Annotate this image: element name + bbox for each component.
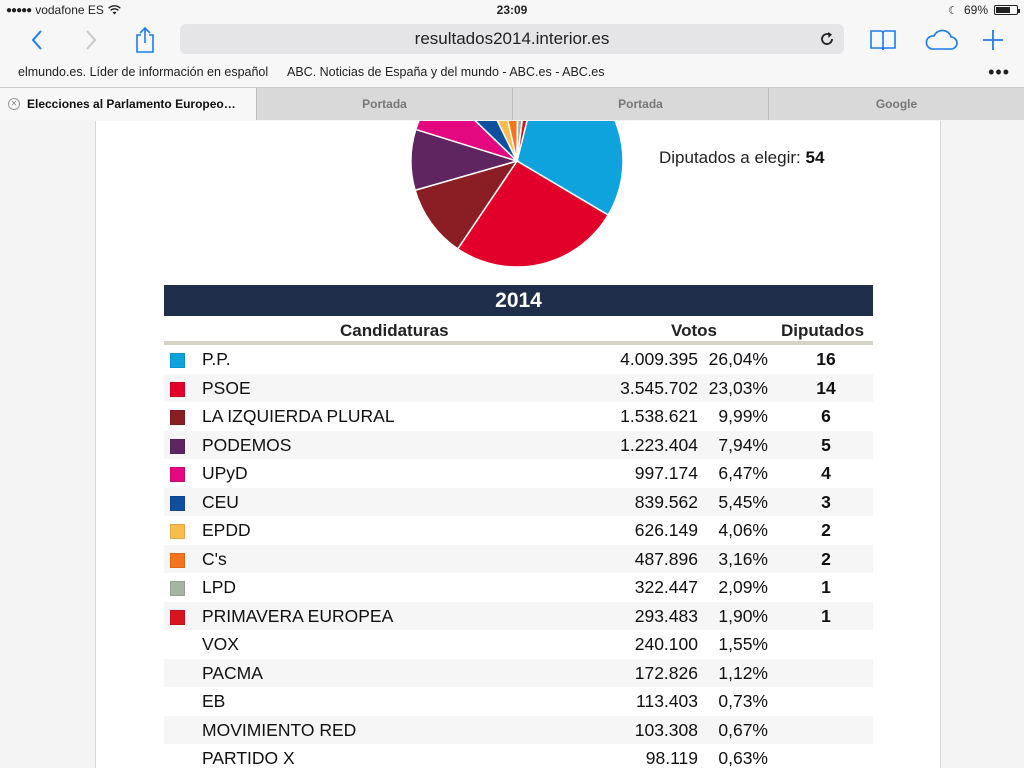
party-percent: 1,90% [718,605,768,626]
party-percent: 4,06% [718,520,768,540]
signal-icon: ●●●●● [6,4,32,16]
party-color-swatch [170,496,185,511]
party-name: PACMA [202,662,263,683]
party-name: PODEMOS [202,434,292,455]
party-percent: 6,47% [718,463,768,483]
party-seats: 4 [821,463,831,483]
close-icon[interactable]: ✕ [8,98,20,110]
party-percent: 26,04% [708,349,768,369]
party-name: PARTIDO X [202,748,295,768]
carrier-name: vodafone ES [35,3,104,17]
party-percent: 7,94% [718,434,768,455]
party-votes: 1.223.404 [620,434,698,455]
party-seats: 1 [821,605,831,626]
party-color-swatch [170,695,185,710]
status-bar [0,0,1024,20]
party-votes: 103.308 [634,719,698,740]
party-percent: 1,55% [718,634,768,654]
party-seats: 2 [821,520,831,540]
party-color-swatch [170,467,185,482]
address-bar[interactable] [180,24,844,54]
table-row [164,488,873,517]
party-color-swatch [170,382,185,397]
results-rows [164,345,873,768]
table-row [164,374,873,403]
party-color-swatch [170,581,185,596]
party-votes: 172.826 [634,662,698,683]
tab-label: Elecciones al Parlamento Europeo… [27,97,236,111]
party-name: MOVIMIENTO RED [202,719,357,740]
party-color-swatch [170,610,185,625]
table-row [164,459,873,488]
seats-to-elect [659,148,824,168]
battery-percent: 69% [963,3,988,17]
party-seats: 14 [816,377,836,398]
clock: 23:09 [496,3,528,17]
table-row [164,516,873,545]
tab-bar [0,87,1024,120]
table-row [164,659,873,688]
more-icon[interactable]: ••• [988,62,1010,82]
table-row [164,602,873,631]
bookmarks-bar [0,60,1024,86]
party-votes: 293.483 [634,605,698,626]
bookmark-elmundo[interactable]: elmundo.es. Líder de información en español [18,65,269,79]
url-text: resultados2014.interior.es [414,29,610,48]
party-percent: 2,09% [718,577,768,597]
party-votes: 98.119 [645,748,698,768]
cloud-icon [923,28,959,52]
party-seats: 16 [816,349,836,369]
forward-button[interactable] [76,24,106,56]
party-name: C's [202,548,227,569]
party-name: LPD [202,577,237,597]
table-row [164,716,873,745]
seats-pie-chart [407,121,627,271]
party-votes: 997.174 [634,463,698,483]
party-percent: 0,73% [718,691,768,711]
party-votes: 1.538.621 [620,406,698,426]
chevron-left-icon [30,29,44,51]
party-name: P.P. [202,349,231,369]
tab-label: Google [875,97,918,111]
party-votes: 626.149 [634,520,698,540]
party-seats: 3 [821,491,831,512]
party-votes: 240.100 [634,634,698,654]
tab-elecciones[interactable] [0,88,256,120]
header-candidaturas: Candidaturas [340,321,449,340]
tab-google[interactable] [768,88,1024,120]
party-color-swatch [170,439,185,454]
party-percent: 0,63% [718,748,768,768]
pie-svg [407,121,627,271]
header-diputados: Diputados [781,321,865,340]
party-name: PRIMAVERA EUROPEA [202,605,394,626]
book-icon [869,28,897,52]
share-button[interactable] [128,24,162,56]
browser-toolbar [0,20,1024,60]
party-percent: 23,03% [708,377,768,398]
party-color-swatch [170,553,185,568]
moon-icon: ☾ [948,4,958,17]
party-percent: 0,67% [718,719,768,740]
web-page [95,121,941,768]
party-name: VOX [202,634,239,654]
column-headers [164,316,873,345]
party-name: EB [202,691,226,711]
party-seats: 2 [821,548,831,569]
party-votes: 4.009.395 [620,349,698,369]
back-button[interactable] [22,24,52,56]
battery-icon [994,5,1018,15]
table-row [164,630,873,659]
results-table [164,285,873,768]
party-seats: 1 [821,577,831,597]
table-row [164,345,873,374]
table-row [164,687,873,716]
party-percent: 9,99% [718,406,768,426]
new-tab-button[interactable] [978,24,1008,56]
party-percent: 1,12% [718,662,768,683]
battery-fill [996,7,1010,13]
year-header: 2014 [164,285,873,316]
party-name: CEU [202,491,239,512]
tab-label: Portada [618,97,663,111]
party-percent: 5,45% [718,491,768,512]
party-votes: 3.545.702 [620,377,698,398]
party-color-swatch [170,638,185,653]
party-votes: 839.562 [634,491,698,512]
share-icon [134,26,156,54]
party-color-swatch [170,410,185,425]
header-votos: Votos [671,321,717,340]
tab-portada-2[interactable] [512,88,768,120]
seats-to-elect-value: 54 [805,148,825,167]
bookmark-abc[interactable]: ABC. Noticias de España y del mundo - ABC.es - ABC.es [287,65,605,79]
table-row [164,744,873,768]
table-row [164,573,873,602]
party-percent: 3,16% [718,548,768,569]
party-seats: 5 [821,434,831,455]
bookmarks-button[interactable] [866,24,900,56]
icloud-tabs-button[interactable] [920,24,962,56]
party-seats: 6 [821,406,831,426]
table-row [164,431,873,460]
tab-portada-1[interactable] [256,88,512,120]
seats-to-elect-label: Diputados a elegir: [659,148,801,167]
reload-icon[interactable] [818,30,836,48]
party-color-swatch [170,524,185,539]
party-votes: 487.896 [634,548,698,569]
party-votes: 113.403 [636,691,698,711]
party-color-swatch [170,724,185,739]
party-votes: 322.447 [634,577,698,597]
party-name: PSOE [202,377,251,398]
party-name: EPDD [202,520,251,540]
party-name: LA IZQUIERDA PLURAL [202,406,395,426]
table-row [164,545,873,574]
party-name: UPyD [202,463,248,483]
party-color-swatch [170,353,185,368]
party-color-swatch [170,667,185,682]
plus-icon [982,29,1004,51]
battery-info [948,3,1018,17]
chevron-right-icon [84,29,98,51]
tab-label: Portada [362,97,407,111]
table-row [164,402,873,431]
party-color-swatch [170,752,185,767]
